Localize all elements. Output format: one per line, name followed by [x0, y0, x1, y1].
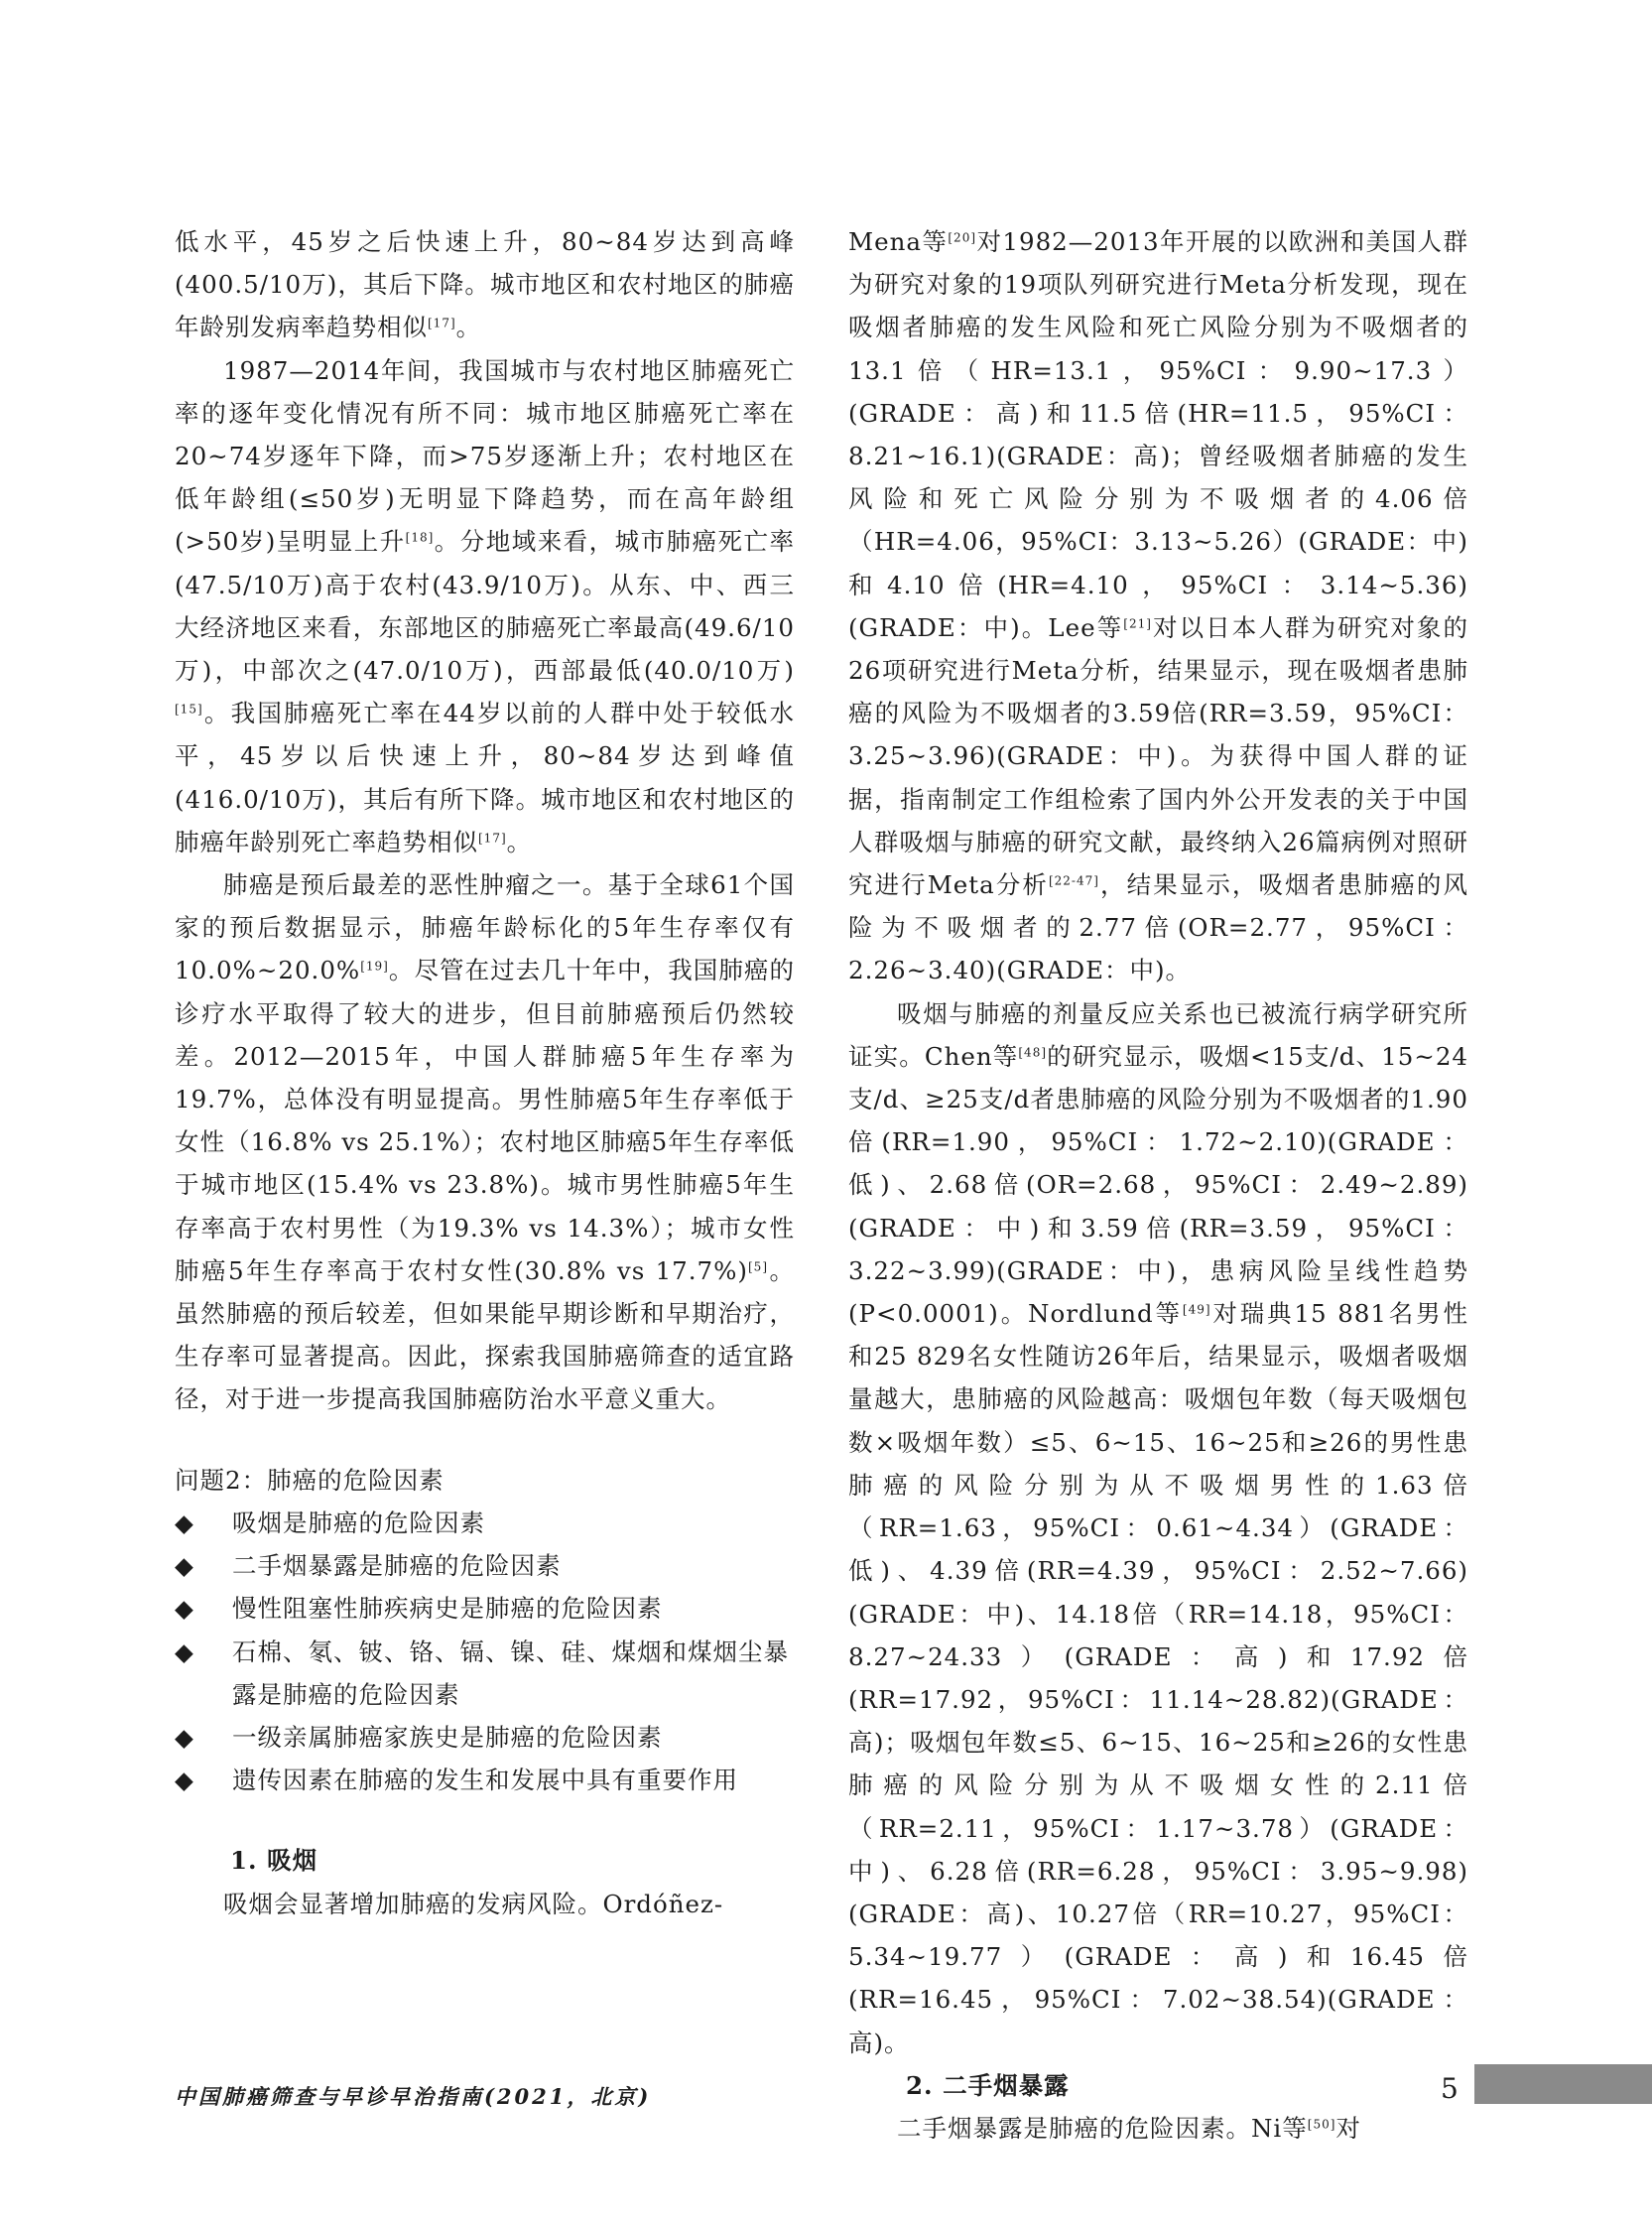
text: 。虽然肺癌的预后较差，但如果能早期诊断和早期治疗，生存率可显著提高。因此，探索我国肺癌筛查的适宜路径，对于进一步提高我国肺癌防治水平意义重大。 [175, 1255, 796, 1414]
diamond-bullet-icon: ◆ [175, 1551, 194, 1581]
text: 对 [1335, 2113, 1361, 2143]
right-column [848, 220, 1468, 2150]
text: 对瑞典15 881名男性和25 829名女性随访26年后，结果显示，吸烟者吸烟量越大，患肺癌的风险越高：吸烟包年数（每天吸烟包数×吸烟年数）≤5、6~15、16~25和≥26的男性患肺癌的风险分别为从不吸烟男性的1.63倍（RR=1.63，95%CI：0.61~4.34）(GRADE：低)、4.39倍(RR=4.39，95%CI：2.52~7.66)(GRADE：中)、14.18倍（RR=14.18，95%CI：8.27~24.33）(GRADE：高)和17.92倍(RR=17.92，95%CI：11.14~28.82)(GRADE：高)；吸烟包年数≤5、6~15、16~25和≥26的女性患肺癌的风险分别为从不吸烟女性的2.11倍（RR=2.11，95%CI：1.17~3.78）(GRADE：中)、6.28倍(RR=6.28，95%CI：3.95~9.98)(GRADE：高)、10.27倍（RR=10.27，95%CI：5.34~19.77）(GRADE：高)和16.45倍(RR=16.45，95%CI：7.02~38.54)(GRADE：高)。 [848, 1299, 1468, 2057]
list-item-text: 慢性阻塞性肺疾病史是肺癌的危险因素 [232, 1594, 663, 1624]
text: 1987—2014年间，我国城市与农村地区肺癌死亡率的逐年变化情况有所不同：城市地区肺癌死亡率在20~74岁逐年下降，而>75岁逐渐上升；农村地区在低年龄组(≤50岁)无明显下降趋势，而在高年龄组(>50岁)呈明显上升 [175, 355, 795, 557]
running-footer-title: 中国肺癌筛查与早诊早治指南(2021，北京) [175, 2084, 652, 2109]
list-item-text: 石棉、氡、铍、铬、镉、镍、硅、煤烟和煤烟尘暴露是肺癌的危险因素 [232, 1637, 789, 1709]
paragraph-secondhand-smoke [848, 2107, 1468, 2150]
section-title-secondhand-smoke: 2. 二手烟暴露 [906, 2070, 1070, 2100]
risk-factor-list [175, 1502, 795, 1801]
citation[interactable]: [22-47] [1048, 873, 1099, 888]
citation[interactable]: [17] [478, 831, 507, 846]
text: 肺癌是预后最差的恶性肿瘤之一。基于全球61个国家的预后数据显示，肺癌年龄标化的5年生存率仅有10.0%~20.0% [175, 870, 795, 985]
list-item [175, 1587, 795, 1630]
text: 对以日本人群为研究对象的26项研究进行Meta分析，结果显示，现在吸烟者患肺癌的风险为不吸烟者的3.59倍(RR=3.59，95%CI：3.25~3.96)(GRADE：中)。为获得中国人群的证据，指南制定工作组检索了国内外公开发表的关于中国人群吸烟与肺癌的研究文献，最终纳入26篇病例对照研究进行Meta分析 [848, 612, 1469, 900]
paragraph-mortality [175, 349, 795, 863]
list-item [175, 1544, 795, 1587]
list-item-text: 一级亲属肺癌家族史是肺癌的危险因素 [232, 1722, 663, 1752]
list-item [175, 1716, 795, 1759]
paragraph-prognosis [175, 863, 795, 1421]
list-item-text: 二手烟暴露是肺癌的危险因素 [232, 1551, 562, 1581]
list-item [175, 1502, 795, 1544]
citation[interactable]: [5] [748, 1259, 768, 1274]
diamond-bullet-icon: ◆ [175, 1594, 194, 1624]
list-item-text: 吸烟是肺癌的危险因素 [232, 1507, 485, 1537]
text: 的研究显示，吸烟<15支/d、15~24支/d、≥25支/d者患肺癌的风险分别为不吸烟者的1.90倍(RR=1.90，95%CI：1.72~2.10)(GRADE：低)、2.68倍(OR=2.68，95%CI：2.49~2.89)(GRADE：中)和3.59倍(RR=3.59，95%CI：3.22~3.99)(GRADE：中)，患病风险呈线性趋势(P<0.0001)。Nordlund等 [848, 1041, 1468, 1329]
diamond-bullet-icon: ◆ [175, 1766, 194, 1795]
text: ，结果显示，吸烟者患肺癌的风险为不吸烟者的2.77倍(OR=2.77，95%CI：2.26~3.40)(GRADE：中)。 [848, 870, 1468, 985]
diamond-bullet-icon: ◆ [175, 1507, 194, 1537]
page-number: 5 [1441, 2072, 1459, 2105]
citation[interactable]: [17] [428, 317, 456, 331]
citation[interactable]: [20] [948, 230, 977, 245]
text: 。 [455, 313, 482, 342]
left-column [175, 220, 795, 1925]
list-item-text: 遗传因素在肺癌的发生和发展中具有重要作用 [232, 1766, 738, 1795]
list-item [175, 1631, 795, 1716]
paragraph-incidence-tail [175, 220, 795, 349]
diamond-bullet-icon: ◆ [175, 1637, 194, 1666]
text: 二手烟暴露是肺癌的危险因素。Ni等 [897, 2113, 1308, 2143]
citation[interactable]: [50] [1307, 2117, 1336, 2132]
text: 。 [506, 827, 533, 856]
citation[interactable]: [18] [405, 531, 435, 546]
citation[interactable]: [15] [175, 702, 203, 717]
list-item [175, 1759, 795, 1801]
paragraph-smoking-intro: 吸烟会显著增加肺癌的发病风险。Ordóñez- [223, 1889, 724, 1918]
paragraph-meta-analysis [848, 220, 1468, 992]
citation[interactable]: [19] [360, 960, 389, 975]
text: 。分地域来看，城市肺癌死亡率(47.5/10万)高于农村(43.9/10万)。从东、中、西三大经济地区来看，东部地区的肺癌死亡率最高(49.6/10万)，中部次之(47.0/10万)，西部最低(40.0/10万) [175, 527, 795, 686]
citation[interactable]: [49] [1182, 1302, 1211, 1317]
text: 吸烟与肺癌的剂量反应关系也已被流行病学研究所证实。Chen等 [848, 998, 1468, 1071]
citation[interactable]: [21] [1123, 616, 1152, 631]
text: 。我国肺癌死亡率在44岁以前的人群中处于较低水平，45岁以后快速上升，80~84岁达到峰值(416.0/10万)，其后有所下降。城市地区和农村地区的肺癌年龄别死亡率趋势相似 [175, 699, 795, 856]
text: 对1982—2013年开展的以欧洲和美国人群为研究对象的19项队列研究进行Meta分析发现，现在吸烟者肺癌的发生风险和死亡风险分别为不吸烟者的13.1倍（HR=13.1，95%CI：9.90~17.3）(GRADE：高)和11.5倍(HR=11.5，95%CI：8.21~16.1)(GRADE：高)；曾经吸烟者肺癌的发生风险和死亡风险分别为不吸烟者的4.06倍（HR=4.06，95%CI：3.13~5.26）(GRADE：中)和4.10倍(HR=4.10，95%CI：3.14~5.36)(GRADE：中)。Lee等 [848, 227, 1468, 642]
text: Mena等 [848, 227, 949, 256]
paragraph-dose-response [848, 992, 1468, 2064]
footer-gray-bar [1474, 2064, 1652, 2104]
section-title-smoking: 1. 吸烟 [230, 1846, 318, 1876]
text: 低水平，45岁之后快速上升，80~84岁达到高峰(400.5/10万)，其后下降。城市地区和农村地区的肺癌年龄别发病率趋势相似 [175, 227, 795, 342]
text: 。尽管在过去几十年中，我国肺癌的诊疗水平取得了较大的进步，但目前肺癌预后仍然较差。2012—2015年，中国人群肺癌5年生存率为19.7%，总体没有明显提高。男性肺癌5年生存率低于女性（16.8% vs 25.1%）；农村地区肺癌5年生存率低于城市地区(15.4% vs 23.8%)。城市男性肺癌5年生存率高于农村男性（为19.3% vs 14.3%）；城市女性肺癌5年生存率高于农村女性(30.8% vs 17.7%) [175, 956, 795, 1285]
diamond-bullet-icon: ◆ [175, 1722, 194, 1752]
question-heading: 问题2：肺癌的危险因素 [175, 1465, 445, 1495]
citation[interactable]: [48] [1018, 1045, 1048, 1060]
